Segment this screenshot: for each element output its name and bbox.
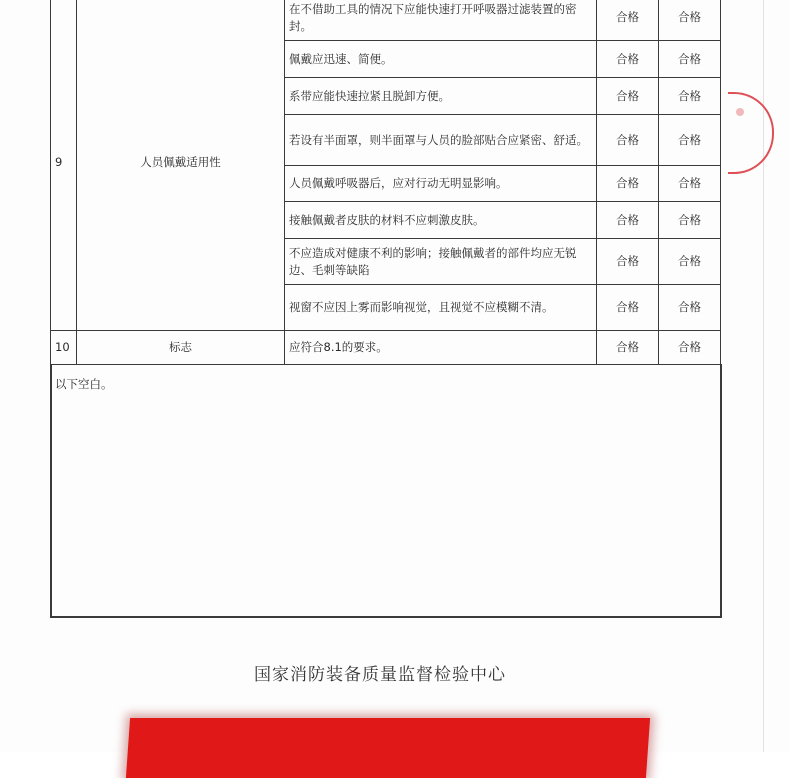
result-cell: 合格	[659, 41, 721, 78]
blank-note: 以下空白。	[55, 377, 113, 391]
result-cell: 合格	[659, 202, 721, 239]
result-cell: 合格	[597, 331, 659, 365]
item-name-10: 标志	[77, 331, 285, 365]
promo-banner	[126, 718, 650, 778]
result-cell: 合格	[597, 166, 659, 202]
result-cell: 合格	[659, 166, 721, 202]
item-name-9: 人员佩戴适用性	[77, 0, 285, 331]
table-row	[51, 0, 721, 41]
blank-area	[50, 364, 722, 618]
result-cell: 合格	[597, 115, 659, 166]
result-cell: 合格	[597, 202, 659, 239]
requirement-cell: 若设有半面罩，则半面罩与人员的脸部贴合应紧密、舒适。	[285, 115, 597, 166]
result-cell: 合格	[597, 239, 659, 285]
result-cell: 合格	[659, 0, 721, 41]
result-cell: 合格	[659, 239, 721, 285]
result-cell: 合格	[597, 78, 659, 115]
result-cell: 合格	[659, 78, 721, 115]
red-seal-stamp	[728, 92, 774, 174]
result-cell: 合格	[597, 0, 659, 41]
requirement-cell: 应符合8.1的要求。	[285, 331, 597, 365]
seal-mark	[736, 108, 744, 116]
result-cell: 合格	[597, 41, 659, 78]
item-number-9: 9	[51, 0, 77, 331]
result-cell: 合格	[659, 115, 721, 166]
table-row	[51, 331, 721, 365]
issuer-footer: 国家消防装备质量监督检验中心	[254, 665, 506, 685]
result-cell: 合格	[659, 331, 721, 365]
requirement-cell: 系带应能快速拉紧且脱卸方便。	[285, 78, 597, 115]
result-cell: 合格	[597, 285, 659, 331]
requirement-cell: 视窗不应因上雾而影响视觉，且视觉不应模糊不清。	[285, 285, 597, 331]
item-number-10: 10	[51, 331, 77, 365]
result-cell: 合格	[659, 285, 721, 331]
inspection-table	[50, 0, 721, 365]
requirement-cell: 佩戴应迅速、简便。	[285, 41, 597, 78]
requirement-cell: 在不借助工具的情况下应能快速打开呼吸器过滤装置的密封。	[285, 0, 597, 41]
requirement-cell: 接触佩戴者皮肤的材料不应刺激皮肤。	[285, 202, 597, 239]
requirement-cell: 人员佩戴呼吸器后，应对行动无明显影响。	[285, 166, 597, 202]
requirement-cell: 不应造成对健康不利的影响；接触佩戴者的部件均应无锐边、毛刺等缺陷	[285, 239, 597, 285]
